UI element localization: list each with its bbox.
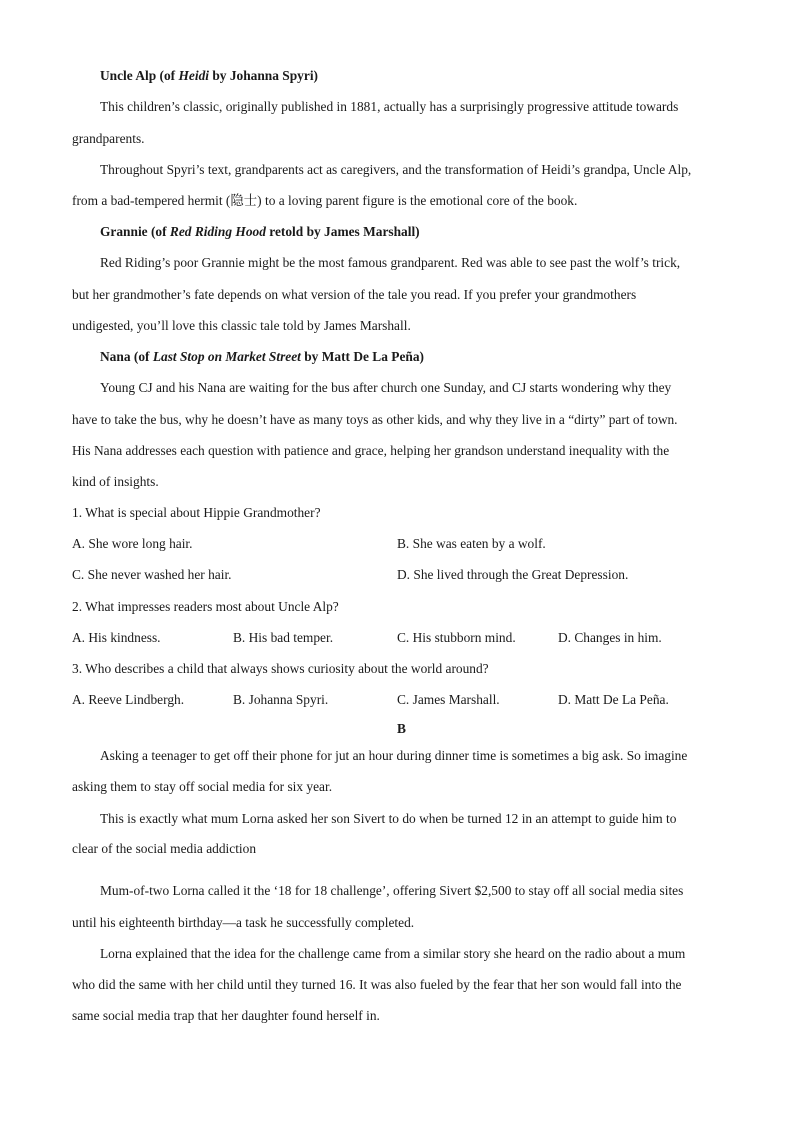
question-2-option-c: C. His stubborn mind.	[397, 630, 516, 645]
paragraph-line: Young CJ and his Nana are waiting for the bus after church one Sunday, and CJ starts wondering why they	[100, 380, 672, 395]
paragraph-line: kind of insights.	[72, 474, 159, 489]
paragraph-line: asking them to stay off social media for six year.	[72, 779, 333, 794]
question-3-option-d: D. Matt De La Peña.	[558, 692, 669, 707]
question-1-option-b: B. She was eaten by a wolf.	[397, 536, 546, 551]
question-1-option-c: C. She never washed her hair.	[72, 567, 232, 582]
paragraph-line: Asking a teenager to get off their phone for jut an hour during dinner time is sometimes a big ask. So imagine	[100, 748, 688, 763]
paragraph-line: until his eighteenth birthday—a task he successfully completed.	[72, 915, 415, 930]
paragraph-line: grandparents.	[72, 131, 145, 146]
heading-nana: Nana (of Last Stop on Market Street by Matt De La Peña)	[100, 349, 424, 364]
paragraph-line: Lorna explained that the idea for the challenge came from a similar story she heard on the radio about a mum	[100, 946, 686, 961]
paragraph-line: from a bad-tempered hermit (隐士) to a loving parent figure is the emotional core of the book.	[72, 193, 578, 208]
paragraph-line: who did the same with her child until they turned 16. It was also fueled by the fear that her son would fall into the	[72, 977, 682, 992]
question-stem-3: 3. Who describes a child that always shows curiosity about the world around?	[72, 661, 489, 676]
question-stem-1: 1. What is special about Hippie Grandmother?	[72, 505, 321, 520]
question-1-option-a: A. She wore long hair.	[72, 536, 193, 551]
heading-grannie: Grannie (of Red Riding Hood retold by James Marshall)	[100, 224, 420, 239]
paragraph-line: His Nana addresses each question with patience and grace, helping her grandson understand inequality with the	[72, 443, 670, 458]
question-stem-2: 2. What impresses readers most about Uncle Alp?	[72, 599, 339, 614]
paragraph-line: undigested, you’ll love this classic tale told by James Marshall.	[72, 318, 411, 333]
paragraph-line: but her grandmother’s fate depends on what version of the tale you read. If you prefer your grandmothers	[72, 287, 637, 302]
question-2-option-b: B. His bad temper.	[233, 630, 334, 645]
question-1-option-d: D. She lived through the Great Depression.	[397, 567, 629, 582]
section-label-b	[0, 720, 794, 738]
question-3-option-a: A. Reeve Lindbergh.	[72, 692, 185, 707]
paragraph-line: same social media trap that her daughter found herself in.	[72, 1008, 380, 1023]
question-3-option-c: C. James Marshall.	[397, 692, 500, 707]
paragraph-line: This children’s classic, originally published in 1881, actually has a surprisingly progressive attitude towards	[100, 99, 679, 114]
paragraph-line: clear of the social media addiction	[72, 841, 257, 856]
paragraph-line: have to take the bus, why he doesn’t have as many toys as other kids, and why they live in a “dirty” part of town.	[72, 412, 678, 427]
question-2-option-a: A. His kindness.	[72, 630, 161, 645]
paragraph-line: Red Riding’s poor Grannie might be the most famous grandparent. Red was able to see past the wolf’s trick,	[100, 255, 681, 270]
paragraph-line: This is exactly what mum Lorna asked her son Sivert to do when be turned 12 in an attempt to guide him to	[100, 811, 677, 826]
question-3-option-b: B. Johanna Spyri.	[233, 692, 329, 707]
question-2-option-d: D. Changes in him.	[558, 630, 662, 645]
paragraph-line: Throughout Spyri’s text, grandparents act as caregivers, and the transformation of Heidi’s grandpa, Uncle Alp,	[100, 162, 692, 177]
heading-uncle-alp: Uncle Alp (of Heidi by Johanna Spyri)	[100, 68, 319, 83]
paragraph-line: Mum-of-two Lorna called it the ‘18 for 18 challenge’, offering Sivert $2,500 to stay off all social media sites	[100, 883, 684, 898]
